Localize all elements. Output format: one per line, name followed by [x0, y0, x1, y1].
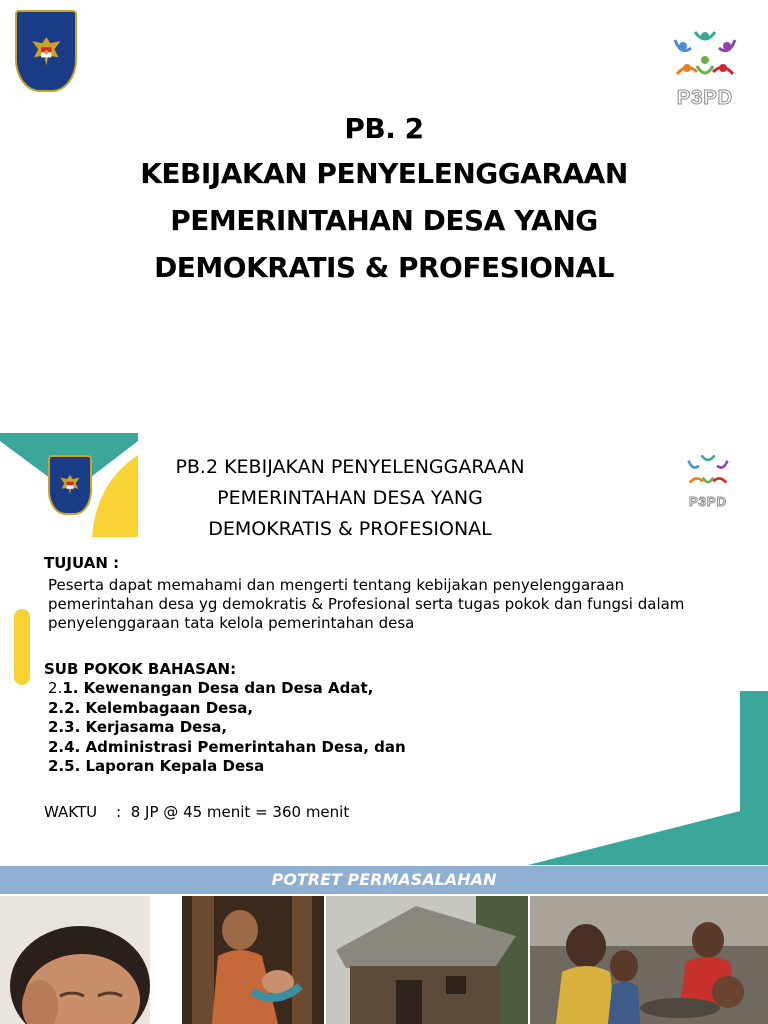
waktu-line: WAKTU : 8 JP @ 45 menit = 360 menit: [44, 803, 350, 821]
tujuan-line-3: penyelenggaraan tata kelola pemerintahan desa: [48, 614, 415, 632]
yellow-side-pill: [14, 609, 30, 685]
slide2-heading-line-2: PEMERINTAHAN DESA YANG: [217, 487, 483, 509]
p3pd-logo-small-text: P3PD: [689, 494, 727, 509]
p3pd-people-icon: [665, 26, 745, 86]
photo-crying-child: [0, 896, 150, 1024]
photo-children-eating: [530, 896, 768, 1024]
tujuan-label: TUJUAN :: [44, 554, 120, 572]
slide1-title-line-2: KEBIJAKAN PENYELENGGARAAN: [140, 157, 628, 190]
objectives-slide: [0, 433, 768, 865]
photo-mother-baby: [182, 896, 324, 1024]
teal-corner-shape: [528, 691, 768, 865]
slide2-heading-line-1: PB.2 KEBIJAKAN PENYELENGGARAAN: [175, 456, 525, 478]
ministry-emblem-icon: [15, 10, 77, 92]
p3pd-logo-small: [682, 451, 734, 507]
sub-item-1-num: 2.: [48, 679, 63, 697]
p3pd-logo-text: P3PD: [676, 87, 734, 109]
tujuan-line-2: pemerintahan desa yg demokratis & Profesional serta tugas pokok dan fungsi dalam: [48, 595, 685, 613]
sub-item-3: 2.3. Kerjasama Desa,: [48, 718, 228, 736]
sub-pokok-label: SUB POKOK BAHASAN:: [44, 660, 237, 678]
tujuan-line-1: Peserta dapat memahami dan mengerti tentang kebijakan penyelenggaraan: [48, 576, 625, 594]
ministry-emblem-icon-small: [48, 455, 92, 515]
sub-item-5: 2.5. Laporan Kepala Desa: [48, 757, 265, 775]
title-slide: [0, 0, 768, 432]
slide1-title-line-4: DEMOKRATIS & PROFESIONAL: [154, 251, 614, 284]
slide2-heading-line-3: DEMOKRATIS & PROFESIONAL: [208, 518, 492, 537]
slide1-title-line-3: PEMERINTAHAN DESA YANG: [170, 204, 598, 237]
problems-slide: [0, 866, 768, 1024]
sub-item-1: [48, 679, 373, 699]
slide1-title-line-1: PB. 2: [344, 112, 424, 145]
sub-item-2: 2.2. Kelembagaan Desa,: [48, 699, 254, 717]
p3pd-logo: [665, 26, 745, 110]
sub-item-1-text: 1. Kewenangan Desa dan Desa Adat,: [62, 679, 374, 697]
p3pd-people-icon-small: [682, 451, 734, 491]
photo-dilapidated-hut: [326, 896, 528, 1024]
potret-banner: POTRET PERMASALAHAN: [0, 866, 768, 894]
sub-item-4: 2.4. Administrasi Pemerintahan Desa, dan: [48, 738, 406, 756]
